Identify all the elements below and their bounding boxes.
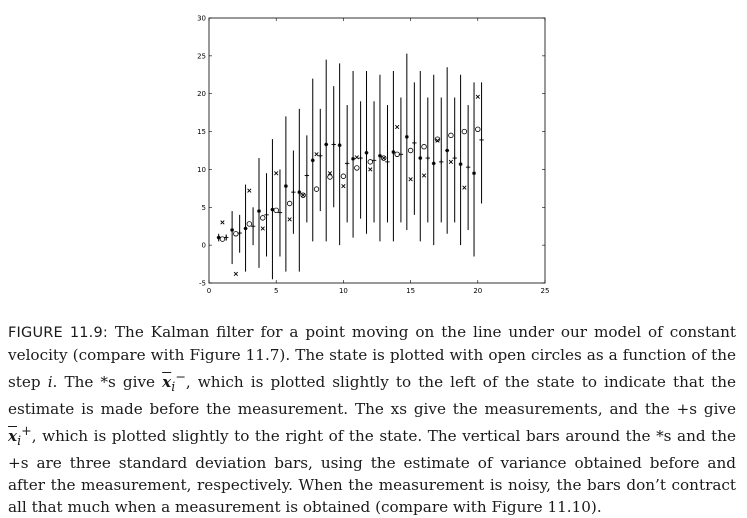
- prior-estimate-point: [378, 154, 382, 158]
- posterior-estimate-point: [399, 152, 403, 156]
- caption-text-3: , which is plotted slightly to the left of the state to indicate that the estimate is made before the measurement. The xs give the measurements, and the +s give: [8, 373, 736, 419]
- chart-marks: [217, 54, 484, 280]
- state-point: [449, 133, 454, 138]
- y-tick-label: 25: [197, 52, 206, 61]
- caption-text-1: The Kalman filter for a point moving on the line under our model of constant velocity (compare with Figure 11.7). The state is plotted with open circles as a function of the step: [8, 323, 737, 392]
- x-tick-label: 15: [406, 287, 416, 295]
- y-tick-label: 20: [197, 90, 206, 99]
- prior-estimate-point: [338, 143, 342, 147]
- prior-estimate-point: [418, 156, 422, 160]
- y-tick-label: 30: [197, 14, 206, 23]
- figure-caption: [8, 321, 736, 518]
- prior-estimate-point: [311, 158, 315, 162]
- measurement-point: [221, 221, 225, 225]
- measurement-point: [395, 125, 399, 129]
- posterior-estimate-point: [479, 138, 483, 142]
- prior-estimate-symbol: $\overline{x}_i^-$: [162, 369, 186, 395]
- measurement-point: [234, 272, 238, 276]
- measurement-point: [422, 174, 426, 178]
- measurement-point: [382, 156, 386, 160]
- state-point: [355, 166, 360, 171]
- prior-estimate-point: [365, 151, 369, 155]
- state-point: [408, 148, 413, 153]
- y-tick-label: 10: [197, 165, 206, 174]
- prior-estimate-point: [351, 157, 355, 161]
- prior-estimate-point: [445, 149, 449, 153]
- measurement-point: [476, 95, 480, 99]
- posterior-estimate-point: [426, 156, 430, 160]
- posterior-estimate-symbol: $\overline{x}_i^+$: [8, 423, 32, 449]
- prior-estimate-point: [324, 143, 328, 147]
- x-tick-label: 25: [540, 287, 550, 295]
- measurement-point: [463, 186, 467, 190]
- y-tick-label: -5: [199, 279, 206, 288]
- prior-estimate-point: [257, 209, 261, 213]
- prior-estimate-point: [472, 171, 476, 175]
- measurement-point: [355, 156, 359, 160]
- posterior-estimate-point: [358, 156, 362, 160]
- prior-estimate-point: [297, 190, 301, 194]
- y-tick-label: 15: [197, 128, 206, 137]
- prior-estimate-point: [271, 208, 275, 212]
- prior-estimate-point: [230, 228, 234, 232]
- x-tick-label: 10: [338, 287, 348, 295]
- prior-estimate-point: [217, 236, 221, 240]
- posterior-estimate-point: [318, 154, 322, 158]
- state-point: [314, 187, 319, 192]
- step-variable: i: [47, 373, 53, 392]
- caption-text-4: , which is plotted slightly to the right of the state. The vertical bars around the *s and the +s are three standard deviation bars, using the estimate of variance obtained before and after the measurement, respectively. When the measurement is noisy, the bars don’t contract all that much when a measurement is obtained (compare with Figure 11.10).: [8, 427, 736, 517]
- y-tick-label: 5: [201, 203, 206, 212]
- prior-estimate-point: [459, 162, 463, 166]
- posterior-estimate-point: [332, 142, 336, 146]
- measurement-point: [288, 218, 292, 222]
- measurement-point: [315, 152, 319, 156]
- y-tick-label: 0: [201, 241, 206, 250]
- caption-text-2: . The *s give: [52, 373, 163, 392]
- measurement-point: [248, 189, 252, 193]
- posterior-estimate-point: [466, 165, 470, 169]
- state-point: [234, 231, 239, 236]
- state-point: [287, 201, 292, 206]
- measurement-point: [274, 171, 278, 175]
- state-point: [422, 144, 427, 149]
- prior-estimate-point: [284, 184, 288, 188]
- measurement-point: [409, 177, 413, 181]
- posterior-estimate-point: [412, 141, 416, 145]
- state-point: [476, 127, 481, 132]
- posterior-estimate-point: [305, 173, 309, 177]
- prior-estimate-point: [391, 150, 395, 154]
- figure-label: FIGURE 11.9:: [8, 325, 108, 341]
- x-tick-label: 0: [206, 287, 212, 295]
- measurement-point: [342, 184, 346, 188]
- state-point: [328, 175, 333, 180]
- y-axis-ticks: [197, 15, 545, 288]
- posterior-estimate-point: [345, 161, 349, 165]
- measurement-point: [368, 168, 372, 172]
- prior-estimate-point: [244, 227, 248, 231]
- posterior-estimate-point: [385, 160, 389, 164]
- state-point: [260, 216, 265, 221]
- posterior-estimate-point: [452, 156, 456, 160]
- measurement-point: [261, 227, 265, 231]
- posterior-estimate-point: [291, 190, 295, 194]
- x-tick-label: 5: [273, 287, 279, 295]
- state-point: [341, 174, 346, 179]
- x-tick-label: 20: [473, 287, 483, 295]
- measurement-point: [449, 160, 453, 164]
- prior-estimate-point: [432, 161, 436, 165]
- prior-estimate-point: [405, 135, 409, 139]
- posterior-estimate-point: [439, 160, 443, 164]
- state-point: [462, 129, 467, 134]
- state-point: [274, 208, 279, 213]
- x-axis-ticks: [207, 18, 550, 295]
- measurement-point: [301, 193, 305, 197]
- state-point: [247, 222, 252, 227]
